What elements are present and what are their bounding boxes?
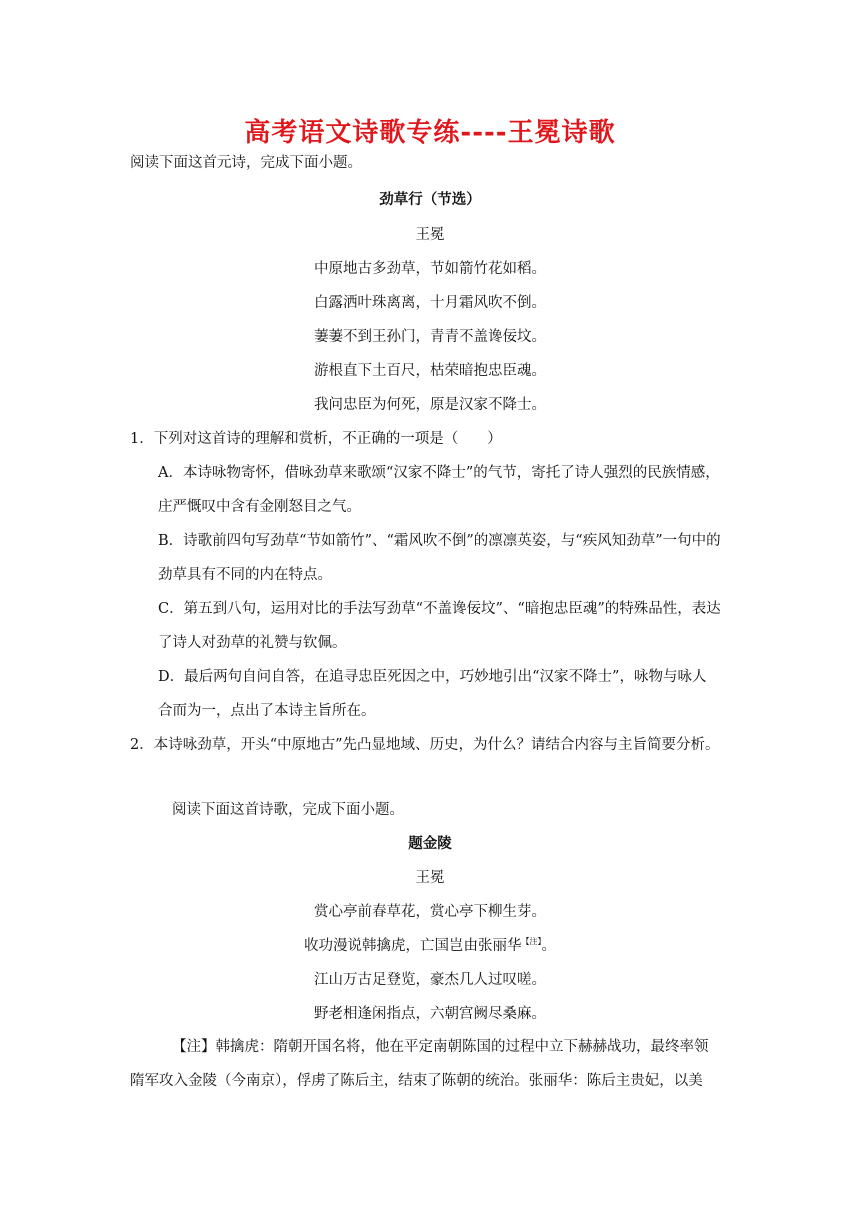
- poem1-line: 游根直下土百尺，枯荣暗抱忠臣魂。: [314, 363, 546, 379]
- poem2-author: 王冕: [415, 870, 445, 886]
- poem2-title: 题金陵: [408, 835, 452, 852]
- section1-intro: 阅读下面这首元诗，完成下面小题。: [130, 155, 362, 171]
- poem1-line: 白露洒叶珠离离，十月霜风吹不倒。: [314, 295, 546, 311]
- section2-intro: 阅读下面这首诗歌，完成下面小题。: [172, 802, 404, 818]
- option-d: D．最后两句自问自答，在追寻忠臣死因之中，巧妙地引出“汉家不降士”，咏物与咏人: [158, 669, 707, 685]
- poem2-line-end: 。: [541, 938, 556, 954]
- footnote-marker: 【注】: [521, 937, 542, 947]
- note-line: 隋军攻入金陵（今南京），俘虏了陈后主，结束了陈朝的统治。张丽华：陈后主贵妃，以美: [130, 1073, 703, 1089]
- question-2: 2．本诗咏劲草，开头“中原地古”先凸显地域、历史，为什么？请结合内容与主旨简要分析。: [130, 737, 720, 753]
- poem2-line: [0, 936, 860, 956]
- poem1-line: 萋萋不到王孙门，青青不盖谗佞坟。: [314, 329, 546, 345]
- poem1-line: 我问忠臣为何死，原是汉家不降士。: [314, 397, 546, 413]
- option-b-cont: 劲草具有不同的内在特点。: [158, 567, 332, 583]
- poem2-line: 江山万古足登览，豪杰几人过叹嗟。: [314, 972, 546, 988]
- note-line: 【注】韩擒虎：隋朝开国名将，他在平定南朝陈国的过程中立下赫赫战功，最终率领: [172, 1039, 709, 1055]
- poem1-author: 王冕: [415, 227, 445, 243]
- poem2-line: 野老相逢闲指点，六朝宫阙尽桑麻。: [314, 1006, 546, 1022]
- page-title: 高考语文诗歌专练----王冕诗歌: [244, 118, 616, 148]
- option-c-cont: 了诗人对劲草的礼赞与钦佩。: [158, 635, 347, 651]
- question-1-stem: 1．下列对这首诗的理解和赏析，不正确的一项是（ ）: [130, 431, 502, 447]
- option-a: A．本诗咏物寄怀，借咏劲草来歌颂“汉家不降士”的气节，寄托了诗人强烈的民族情感，: [158, 465, 720, 481]
- option-a-cont: 庄严慨叹中含有金刚怒目之气。: [158, 499, 361, 515]
- poem1-title: 劲草行（节选）: [379, 191, 481, 208]
- option-c: C．第五到八句，运用对比的手法写劲草“不盖谗佞坟”、“暗抱忠臣魂”的特殊品性，表达: [158, 601, 721, 617]
- poem2-line-text: 收功漫说韩擒虎，亡国岂由张丽华: [304, 938, 522, 954]
- poem1-line: 中原地古多劲草，节如箭竹花如稻。: [314, 261, 546, 277]
- poem2-line: 赏心亭前春草花，赏心亭下柳生芽。: [314, 904, 546, 920]
- option-d-cont: 合而为一，点出了本诗主旨所在。: [158, 703, 376, 719]
- option-b: B．诗歌前四句写劲草“节如箭竹”、“霜风吹不倒”的凛凛英姿，与“疾风知劲草”一句中的: [158, 533, 721, 549]
